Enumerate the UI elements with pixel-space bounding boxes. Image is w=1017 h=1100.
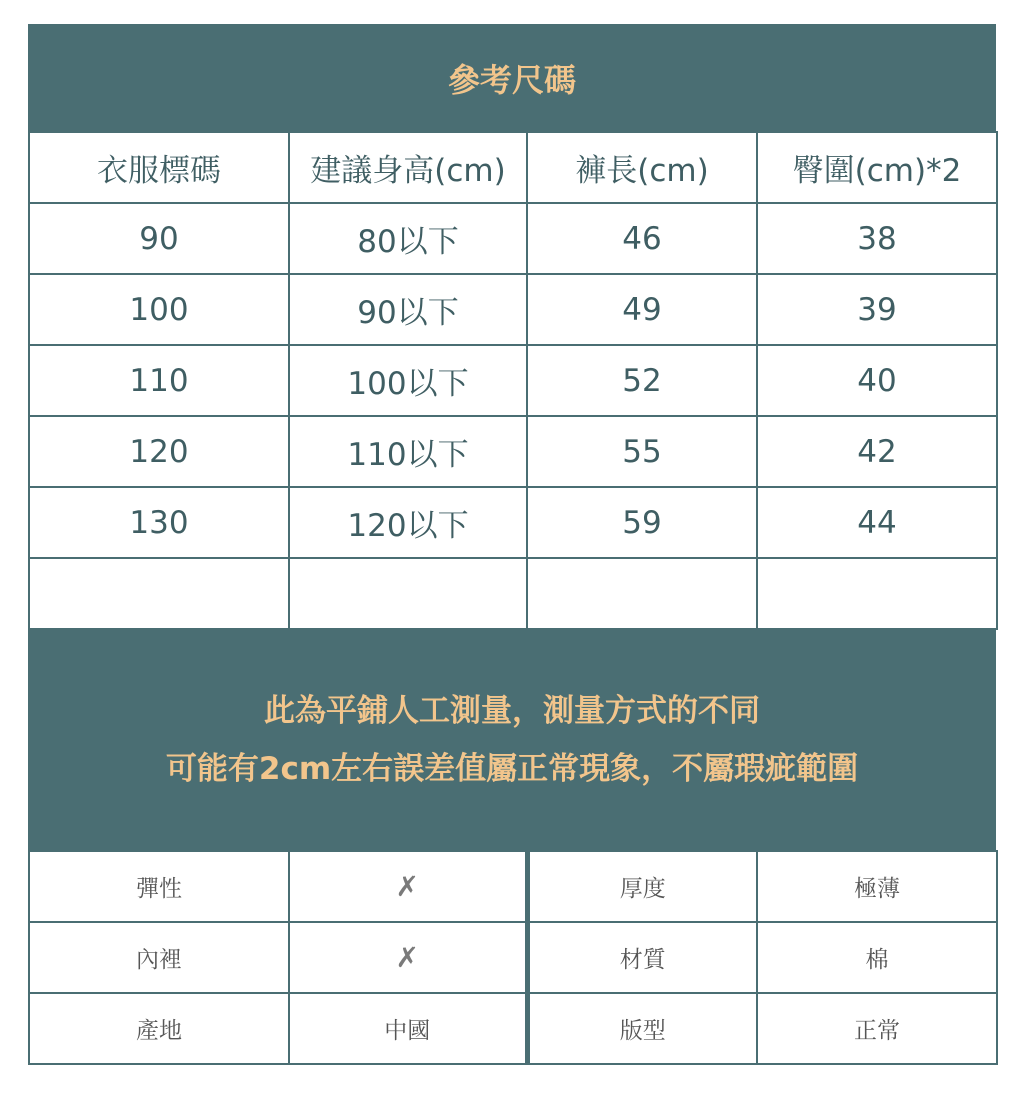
chart-title: 參考尺碼 xyxy=(28,24,996,131)
size-table-header xyxy=(29,132,997,203)
table-cell xyxy=(757,558,997,629)
header-cell: 衣服標碼 xyxy=(29,132,289,203)
table-cell: 40 xyxy=(757,345,997,416)
info-label-fit: 版型 xyxy=(527,993,757,1064)
table-row xyxy=(29,993,997,1064)
info-label-material: 材質 xyxy=(527,922,757,993)
table-row xyxy=(29,851,997,922)
table-cell: 42 xyxy=(757,416,997,487)
table-cell: 80以下 xyxy=(289,203,527,274)
note-line-1: 此為平鋪人工測量，測量方式的不同 xyxy=(264,693,760,729)
header-cell: 褲長(cm) xyxy=(527,132,757,203)
table-cell: 52 xyxy=(527,345,757,416)
header-cell: 建議身高(cm) xyxy=(289,132,527,203)
table-cell xyxy=(527,558,757,629)
table-cell: 90以下 xyxy=(289,274,527,345)
info-value-material: 棉 xyxy=(757,922,997,993)
info-label-origin: 產地 xyxy=(29,993,289,1064)
table-row xyxy=(29,345,997,416)
table-row xyxy=(29,922,997,993)
table-row-empty xyxy=(29,558,997,629)
table-cell: 100 xyxy=(29,274,289,345)
table-row xyxy=(29,487,997,558)
info-value-origin: 中國 xyxy=(289,993,527,1064)
table-row xyxy=(29,203,997,274)
table-cell: 39 xyxy=(757,274,997,345)
info-table xyxy=(28,850,998,1065)
info-value-fit: 正常 xyxy=(757,993,997,1064)
size-table xyxy=(28,131,998,630)
table-cell: 90 xyxy=(29,203,289,274)
info-label-elasticity: 彈性 xyxy=(29,851,289,922)
note-line-2: 可能有2cm左右誤差值屬正常現象，不屬瑕疵範圍 xyxy=(165,751,859,787)
table-cell: 100以下 xyxy=(289,345,527,416)
table-cell: 120以下 xyxy=(289,487,527,558)
table-row xyxy=(29,416,997,487)
table-cell: 59 xyxy=(527,487,757,558)
table-row xyxy=(29,274,997,345)
info-value-thickness: 極薄 xyxy=(757,851,997,922)
table-cell: 110 xyxy=(29,345,289,416)
table-cell: 110以下 xyxy=(289,416,527,487)
table-cell: 38 xyxy=(757,203,997,274)
table-cell: 55 xyxy=(527,416,757,487)
measurement-note xyxy=(28,630,996,850)
info-label-lining: 內裡 xyxy=(29,922,289,993)
cross-mark-icon: ✗ xyxy=(289,922,527,993)
size-chart xyxy=(28,24,996,1065)
header-cell: 臀圍(cm)*2 xyxy=(757,132,997,203)
table-cell: 44 xyxy=(757,487,997,558)
table-cell: 46 xyxy=(527,203,757,274)
table-cell xyxy=(289,558,527,629)
table-cell: 120 xyxy=(29,416,289,487)
cross-mark-icon: ✗ xyxy=(289,851,527,922)
table-cell: 130 xyxy=(29,487,289,558)
table-cell xyxy=(29,558,289,629)
info-label-thickness: 厚度 xyxy=(527,851,757,922)
table-cell: 49 xyxy=(527,274,757,345)
